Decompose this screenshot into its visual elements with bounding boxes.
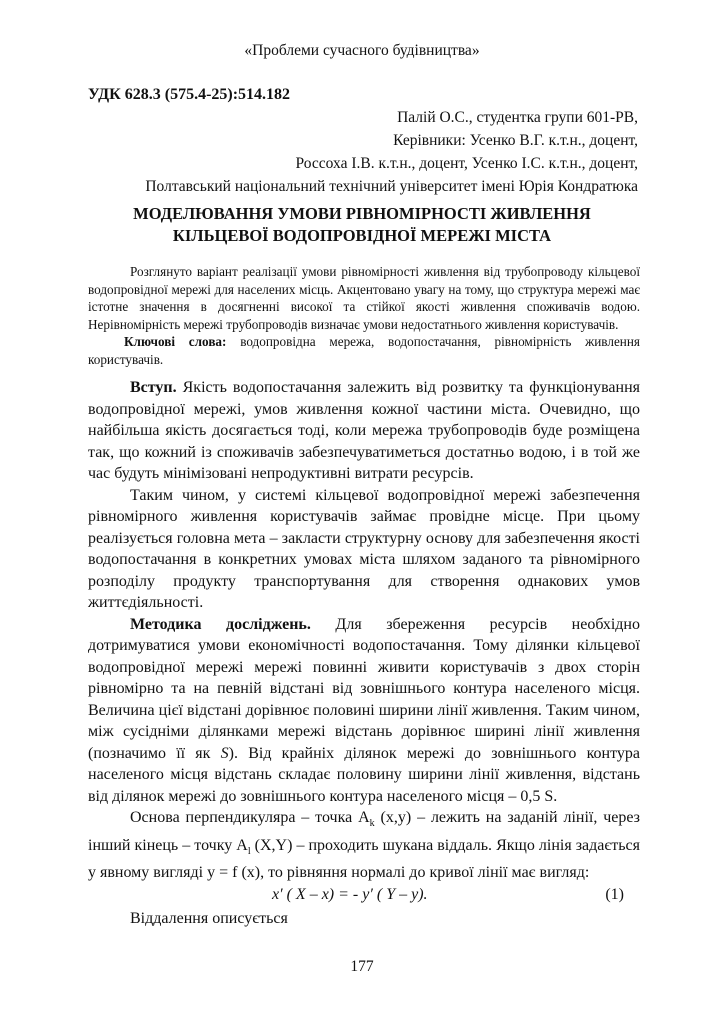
method-paragraph <box>88 614 640 808</box>
authors-block <box>145 106 638 198</box>
subscript-l: l <box>247 845 251 857</box>
keywords-text: водопровідна мережа, водопостачання, рівномірність живлення користувачів. <box>88 334 640 367</box>
udc-code: УДК 628.3 (575.4-25):514.182 <box>88 86 291 103</box>
subscript-k: k <box>369 818 375 830</box>
paper-title <box>0 203 724 247</box>
running-head: «Проблеми сучасного будівництва» <box>244 42 480 59</box>
keywords <box>88 333 640 368</box>
intro-paragraph <box>88 377 640 485</box>
method-heading: Методика досліджень. <box>130 615 311 633</box>
method-text-2: ). Від крайніх ділянок мережі до зовнішнього контура населеного місця відстань складає половину ширини лінії живлення, відстань від ділянок мережі до зовнішнього контура населеного місця – 0,5 S. <box>88 744 640 805</box>
author-line: Палій О.С., студентка групи 601-РВ, <box>397 109 638 126</box>
para4-text-c: (X,Y) – проходить шукана віддаль. Якщо лінія задається у явному вигляді y = f (x), то рівняння нормалі до кривої лінії має вигляд: <box>88 836 640 882</box>
page-number: 177 <box>350 958 374 975</box>
title-line-2: КІЛЬЦЕВОЇ ВОДОПРОВІДНОЇ МЕРЕЖІ МІСТА <box>172 226 552 245</box>
paragraph-2: Таким чином, у системі кільцевої водопровідної мережі забезпечення рівномірного живлення користувачів займає провідне місце. При цьому реалізується головна мета – закласти структурну основу для забезпечення якості водопостачання в конкретних умовах міста шляхом заданого та рівномірного розподілу продукту транспортування для створення однакових умов життєдіяльності. <box>88 486 640 611</box>
supervisors-line-2: Россоха І.В. к.т.н., доцент, Усенко І.С. к.т.н., доцент, <box>295 155 638 172</box>
para4-text-b: (x,y) – лежить на заданій лінії, через інший кінець – точку A <box>88 809 640 854</box>
paragraph-5: Віддалення описується <box>130 909 288 927</box>
equation-1 <box>88 884 640 908</box>
abstract-text: Розглянуто варіант реалізації умови рівномірності живлення від трубопроводу кільцевої водопровідної мережі для населених місць. Акцентовано увагу на тому, що структура мережі має істотне значення в досягненні високої та стійкої якості живлення споживачів водою. Нерівномірність мережі трубопроводів визначає умови недостатнього живлення користувачів. <box>88 264 640 332</box>
abstract <box>88 263 640 369</box>
body-text <box>88 377 640 929</box>
intro-text: Якість водопостачання залежить від розвитку та функціонування водопровідної мережі, умов живлення кожної частини міста. Очевидно, що найбільша якість досягається тоді, коли мережа трубопроводів буде розміщена так, що кожний із споживачів забезпечуватиметься достатньо водою, і в той же час будуть мінімізовані непродуктивні витрати ресурсів. <box>88 379 640 482</box>
method-text-1: Для збереження ресурсів необхідно дотримуватися умови економічності водопостачання. Тому ділянки кільцевої водопровідної мережі мережі повинні живити користувачів з двох сторін рівномірно та на певній відстані від зовнішнього контура населеного місця. Величина цієї відстані дорівнює половині ширини лінії живлення. Таким чином, між сусідніми ділянками мережі відстань дорівнює ширині лінії живлення (позначимо її як <box>88 615 640 762</box>
supervisors-line: Керівники: Усенко В.Г. к.т.н., доцент, <box>393 132 638 149</box>
method-symbol: S <box>220 744 229 762</box>
affiliation-line: Полтавський національний технічний університет імені Юрія Кондратюка <box>145 178 638 195</box>
equation-number: (1) <box>605 885 624 903</box>
keywords-label: Ключові слова: <box>124 334 227 350</box>
paragraph-4 <box>88 807 640 884</box>
title-line-1: МОДЕЛЮВАННЯ УМОВИ РІВНОМІРНОСТІ ЖИВЛЕННЯ <box>133 204 591 223</box>
para4-text-a: Основа перпендикуляра – точка A <box>130 809 370 826</box>
intro-heading: Вступ. <box>130 379 177 396</box>
equation-expression: x′ ( X – x) = - y′ ( Y – y). <box>272 885 428 903</box>
